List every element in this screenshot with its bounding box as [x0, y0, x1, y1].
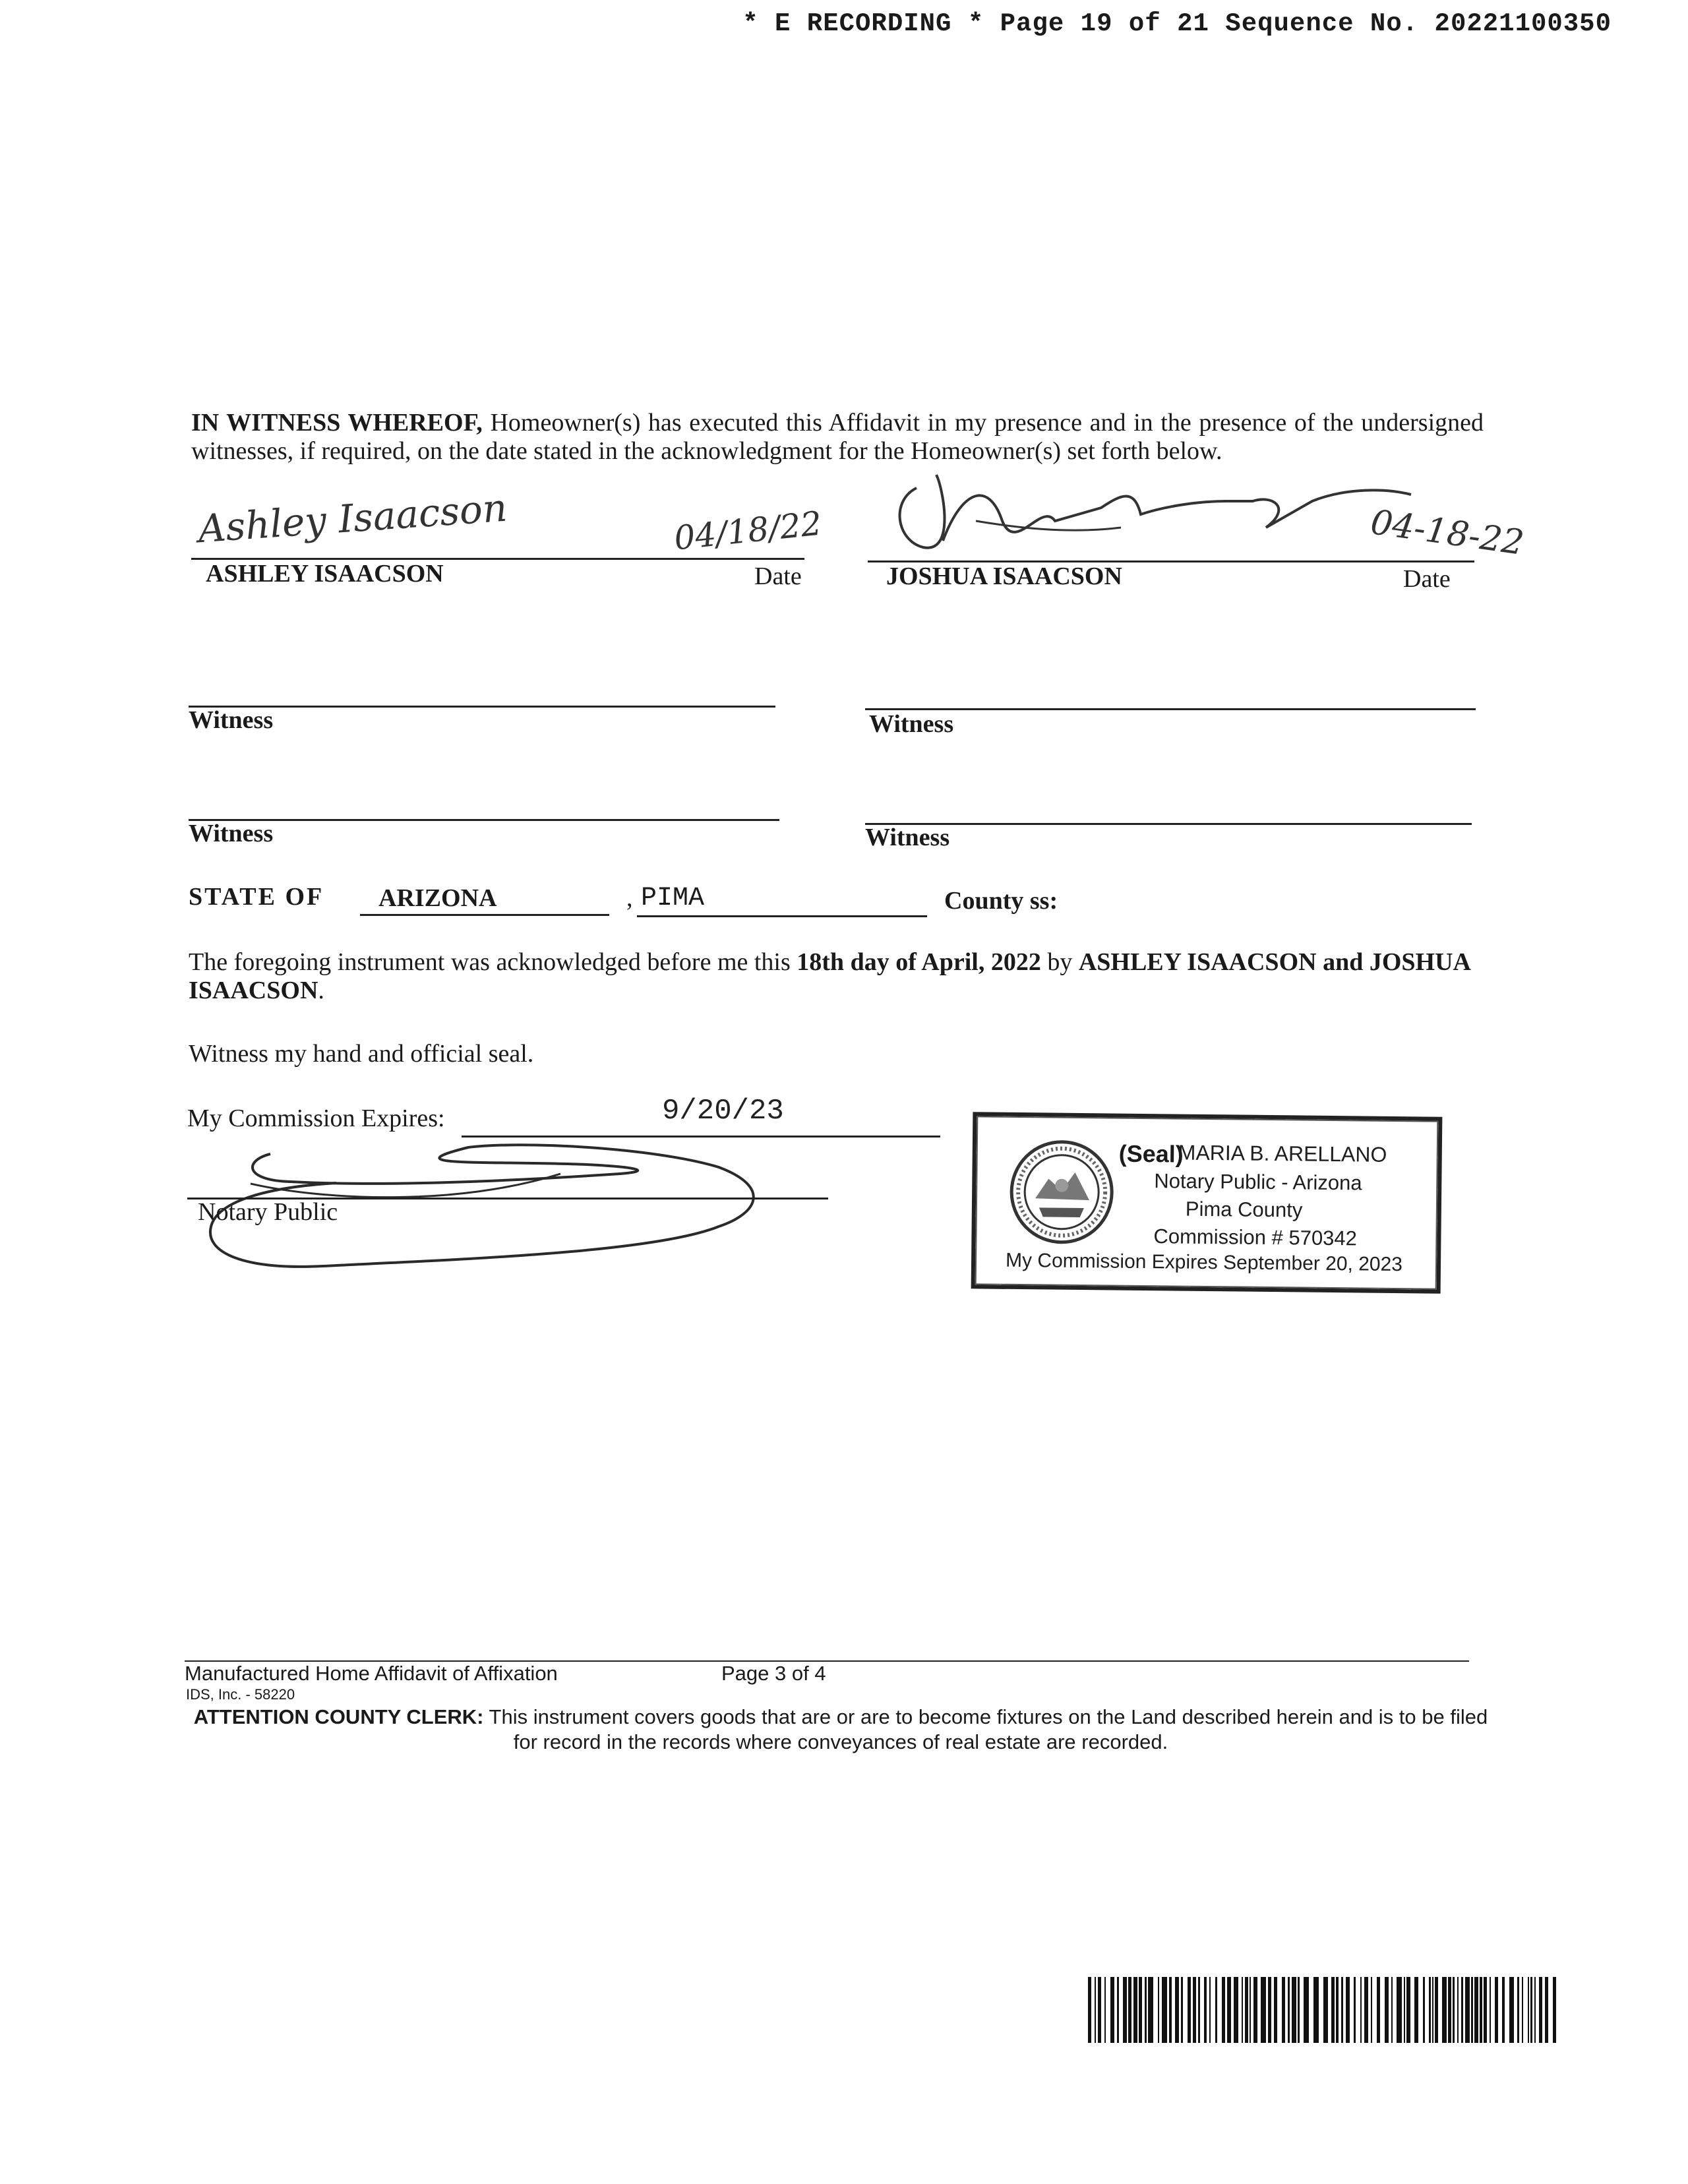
barcode-bar: [1123, 1977, 1127, 2043]
barcode-bar: [1245, 1977, 1248, 2043]
barcode-bar: [1098, 1977, 1101, 2043]
witness-line-4: [865, 823, 1472, 825]
state-value: ARIZONA: [378, 884, 497, 912]
barcode-bar: [1404, 1977, 1405, 2043]
barcode-bar: [1331, 1977, 1335, 2043]
barcode-bar: [1336, 1977, 1339, 2043]
barcode-bar: [1227, 1977, 1231, 2043]
barcode-bar: [1268, 1977, 1271, 2043]
barcode-icon: [1088, 1977, 1560, 2043]
acknowledgment-paragraph: [189, 948, 1488, 1005]
barcode-bar: [1534, 1977, 1536, 2043]
barcode-bar: [1304, 1977, 1309, 2043]
witness-line-1: [189, 706, 775, 708]
witness-line-2: [865, 708, 1476, 710]
notary-stamp: [971, 1112, 1443, 1293]
footer-page-number: Page 3 of 4: [721, 1662, 826, 1685]
ashley-date-label: Date: [754, 562, 802, 590]
barcode-bar: [1354, 1977, 1356, 2043]
barcode-bar: [1474, 1977, 1478, 2043]
barcode-bar: [1432, 1977, 1433, 2043]
ashley-handwritten-date: 04/18/22: [672, 504, 824, 558]
ack-part1: The foregoing instrument was acknowledged before me this: [189, 948, 797, 976]
ack-date: 18th day of April, 2022: [797, 948, 1041, 976]
barcode-bar: [1457, 1977, 1459, 2043]
witness-clause-lead: IN WITNESS WHEREOF,: [191, 409, 483, 437]
barcode-bar: [1414, 1977, 1418, 2043]
barcode-bar: [1234, 1977, 1238, 2043]
barcode-bar: [1292, 1977, 1296, 2043]
ack-part2: by: [1040, 948, 1079, 976]
barcode-bar: [1162, 1977, 1167, 2043]
attention-body: This instrument covers goods that are or are to become fixtures on the Land described herein and is to be filed for record in the records where conveyances of real estate are recorded.: [483, 1705, 1488, 1753]
barcode-bar: [1522, 1977, 1523, 2043]
barcode-bar: [1148, 1977, 1153, 2043]
barcode-bar: [1088, 1977, 1091, 2043]
barcode-bar: [1204, 1977, 1207, 2043]
witness-clause-body: Homeowner(s) has executed this Affidavit in my presence and in the presence of the undersigned witnesses, if required, on the date stated in the acknowledgment for the Homeowner(s) set forth below.: [191, 409, 1484, 465]
barcode-bar: [1480, 1977, 1482, 2043]
barcode-bar: [1169, 1977, 1172, 2043]
witness-label-1: Witness: [189, 706, 274, 734]
barcode-bar: [1385, 1977, 1389, 2043]
ack-end: .: [318, 977, 324, 1004]
stamp-notary-name: MARIA B. ARELLANO: [1178, 1140, 1387, 1167]
barcode-bar: [1133, 1977, 1137, 2043]
barcode-bar: [1145, 1977, 1147, 2043]
barcode-bar: [1364, 1977, 1368, 2043]
barcode-bar: [1495, 1977, 1498, 2043]
barcode-bar: [1104, 1977, 1106, 2043]
barcode-bar: [1448, 1977, 1451, 2043]
ack-names: ASHLEY ISAACSON and JOSHUA ISAACSON: [189, 948, 1470, 1004]
barcode-bar: [1139, 1977, 1142, 2043]
recording-banner: * E RECORDING * Page 19 of 21 Sequence No. 20221100350: [742, 9, 1612, 38]
barcode-bar: [1274, 1977, 1277, 2043]
barcode-bar: [1323, 1977, 1328, 2043]
barcode-bar: [1360, 1977, 1362, 2043]
attention-lead: ATTENTION COUNTY CLERK:: [193, 1705, 484, 1728]
barcode-bar: [1117, 1977, 1119, 2043]
barcode-bar: [1406, 1977, 1410, 2043]
county-prefix: ,: [626, 884, 633, 912]
witness-label-2: Witness: [869, 710, 954, 738]
witness-label-4: Witness: [865, 824, 950, 851]
barcode-bar: [1509, 1977, 1514, 2043]
joshua-signature-scribble: [884, 462, 1424, 574]
state-seal-icon: [1008, 1139, 1115, 1246]
barcode-bar: [1198, 1977, 1200, 2043]
commission-value: 9/20/23: [662, 1095, 784, 1128]
barcode-bar: [1341, 1977, 1343, 2043]
barcode-bar: [1282, 1977, 1285, 2043]
barcode-bar: [1517, 1977, 1519, 2043]
barcode-bar: [1465, 1977, 1470, 2043]
barcode-bar: [1539, 1977, 1542, 2043]
footer-form-id: IDS, Inc. - 58220: [186, 1686, 295, 1703]
stamp-expiration: My Commission Expires September 20, 2023: [1005, 1249, 1403, 1276]
barcode-bar: [1250, 1977, 1251, 2043]
footer-document-title: Manufactured Home Affidavit of Affixation: [185, 1662, 558, 1685]
barcode-bar: [1298, 1977, 1300, 2043]
state-label: STATE OF: [189, 883, 324, 911]
barcode-bar: [1253, 1977, 1257, 2043]
witness-label-3: Witness: [189, 820, 274, 847]
joshua-handwritten-date: 04-18-22: [1368, 502, 1526, 563]
barcode-bar: [1209, 1977, 1211, 2043]
stamp-county: Pima County: [1185, 1197, 1303, 1222]
ashley-name: ASHLEY ISAACSON: [206, 560, 444, 588]
joshua-name: JOSHUA ISAACSON: [886, 562, 1122, 590]
barcode-bar: [1429, 1977, 1431, 2043]
witness-clause: [191, 409, 1484, 466]
barcode-bar: [1530, 1977, 1532, 2043]
ashley-signature: Ashley Isaacson: [196, 485, 509, 552]
barcode-bar: [1288, 1977, 1290, 2043]
barcode-bar: [1181, 1977, 1183, 2043]
county-label: County ss:: [944, 887, 1058, 915]
barcode-bar: [1188, 1977, 1191, 2043]
barcode-bar: [1397, 1977, 1402, 2043]
barcode-bar: [1490, 1977, 1491, 2043]
stamp-notary-title: Notary Public - Arizona: [1154, 1169, 1362, 1195]
barcode-bar: [1193, 1977, 1196, 2043]
notary-public-label: Notary Public: [198, 1198, 338, 1226]
barcode-bar: [1528, 1977, 1529, 2043]
footer-attention-notice: [185, 1705, 1497, 1755]
witness-hand-seal-text: Witness my hand and official seal.: [189, 1040, 534, 1068]
barcode-bar: [1484, 1977, 1487, 2043]
barcode-bar: [1453, 1977, 1455, 2043]
barcode-bar: [1242, 1977, 1243, 2043]
barcode-bar: [1215, 1977, 1217, 2043]
barcode-bar: [1175, 1977, 1179, 2043]
barcode-bar: [1346, 1977, 1350, 2043]
barcode-bar: [1471, 1977, 1473, 2043]
barcode-bar: [1423, 1977, 1425, 2043]
barcode-bar: [1545, 1977, 1548, 2043]
barcode-bar: [1158, 1977, 1159, 2043]
barcode-bar: [1222, 1977, 1225, 2043]
barcode-bar: [1110, 1977, 1114, 2043]
barcode-bar: [1461, 1977, 1463, 2043]
county-value-line: [637, 915, 927, 917]
barcode-bar: [1261, 1977, 1266, 2043]
barcode-bar: [1313, 1977, 1319, 2043]
barcode-bar: [1391, 1977, 1393, 2043]
stamp-commission-number: Commission # 570342: [1153, 1225, 1358, 1250]
joshua-date-label: Date: [1403, 565, 1451, 593]
barcode-bar: [1553, 1977, 1556, 2043]
witness-line-3: [189, 819, 779, 821]
commission-label: My Commission Expires:: [187, 1105, 445, 1132]
state-value-line: [360, 914, 609, 916]
barcode-bar: [1371, 1977, 1372, 2043]
barcode-bar: [1128, 1977, 1131, 2043]
barcode-bar: [1502, 1977, 1505, 2043]
barcode-bar: [1095, 1977, 1096, 2043]
barcode-bar: [1377, 1977, 1380, 2043]
county-value: PIMA: [641, 884, 705, 913]
barcode-bar: [1442, 1977, 1447, 2043]
barcode-bar: [1435, 1977, 1438, 2043]
stamp-seal-label: (Seal): [1118, 1139, 1184, 1168]
